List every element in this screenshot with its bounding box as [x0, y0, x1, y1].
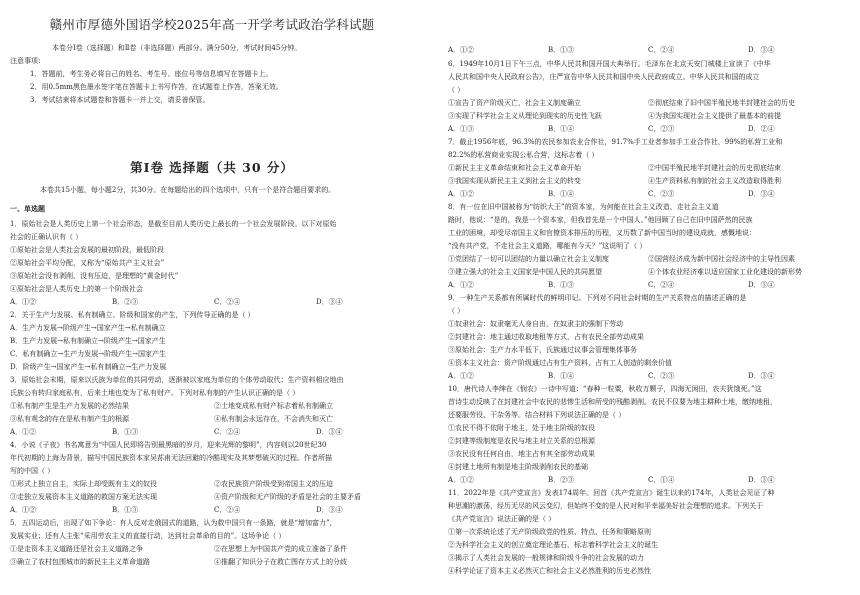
question-statement: ①是走资本主义道路还是社会主义道路之争 [10, 545, 143, 553]
question-statement: ③走独立发展资本主义道路的救国方案无法实现 [10, 493, 157, 501]
question-statement: ④推翻了知识分子在救亡图存方式上的分歧 [214, 558, 347, 566]
question-statement: ①私有制产生是生产力发展的必然结果 [10, 402, 129, 410]
answer-option[interactable]: B．②③ [112, 298, 139, 306]
answer-option[interactable]: A．①② [448, 476, 475, 484]
answer-option[interactable]: A．生产力发展→阶级产生→国家产生→私有制确立 [10, 324, 166, 332]
question-text: 发展实业；还有人主张“采用劳农主义的直接行动，达到社会革命的目的”。这场争论（ ） [10, 532, 286, 540]
answer-option[interactable]: D．③④ [316, 428, 343, 436]
answer-option[interactable]: B．①④ [548, 125, 575, 133]
question-statement: ④为我国实现社会主义提供了最基本的前提 [648, 112, 781, 120]
question-statement: ①农民不得不依附于地主，处于地主阶级的奴役 [448, 424, 595, 432]
answer-option[interactable]: C．②③ [648, 125, 675, 133]
question-statement: ②原始社会平均分配，又称为“原始共产主义社会” [10, 259, 165, 267]
answer-option[interactable]: C．②④ [214, 298, 241, 306]
question-statement: ②土地变成私有财产标志着私有制确立 [214, 402, 333, 410]
answer-option[interactable]: D．③④ [748, 476, 775, 484]
question-statement: ③确立了农村包围城市的新民主主义革命道路 [10, 558, 150, 566]
question-text: 5．五四运动后，出现了如下争论：有人反对走俄国式的道路，认为救中国只有一条路，就是“增加富力”， [10, 519, 337, 527]
answer-option[interactable]: D．③④ [748, 372, 775, 380]
answer-option[interactable]: B．①③ [548, 46, 575, 54]
answer-option[interactable]: C．②③ [648, 190, 675, 198]
question-statement: ④个体农业经济难以适应国家工业化建设的新形势 [648, 268, 802, 276]
answer-option[interactable]: D．②④ [748, 125, 775, 133]
question-text: 8．有一位在旧中国被称为“纺织大王”的资本家，为何能在社会主义改造、走社会主义道 [448, 203, 719, 211]
question-text: 《共产党宣言》说法正确的是（ ） [448, 515, 556, 523]
intro-line: 3．考试结束将本试题卷和答题卡一并上交，请妥善保管。 [30, 96, 210, 104]
question-statement: ③私有观念的存在是私有制产生的根源 [10, 415, 129, 423]
question-text: 9．一种生产关系都有所属时代的鲜明印记。下列对不同社会时期的生产关系特点的描述正确的是 [448, 294, 747, 302]
question-text: （ ） [448, 307, 465, 315]
answer-option[interactable]: D．③④ [316, 506, 343, 514]
answer-option[interactable]: A．①② [448, 46, 475, 54]
answer-option[interactable]: C．私有制确立→生产力发展→阶级产生→国家产生 [10, 350, 166, 358]
question-statement: ④私有制会永远存在，不会消失和灭亡 [214, 415, 333, 423]
question-text: 工业的困境，却受尽帝国主义和官僚资本排压的历程，又历数了新中国当时的建设成就，感慨地说： [448, 229, 756, 237]
question-text: （ ） [448, 86, 465, 94]
intro-line: 1．答题前，考生务必将自己的姓名、考生号、座位号等信息填写在答题卡上。 [30, 70, 273, 78]
answer-option[interactable]: C．②④ [648, 46, 675, 54]
answer-option[interactable]: C．②④ [214, 506, 241, 514]
answer-option[interactable]: B．生产力发展→私有制确立→阶级产生→国家产生 [10, 337, 166, 345]
question-statement: ③实现了科学社会主义从理论到现实的历史性飞跃 [448, 112, 602, 120]
question-statement: ③建立强大的社会主义国家是中国人民的共同愿望 [448, 268, 602, 276]
question-statement: ④原始社会是人类历史上的第一个阶级社会 [10, 285, 143, 293]
answer-option[interactable]: A．①② [448, 372, 475, 380]
answer-option[interactable]: B．①③ [548, 281, 575, 289]
answer-option[interactable]: A．①② [448, 281, 475, 289]
question-text: 还要服劳役、干杂务等。结合材料下列说法正确的是（ ） [448, 411, 626, 419]
answer-option[interactable]: D．阶级产生→国家产生→私有制确立→生产力发展 [10, 363, 167, 371]
sub-title: 一、单选题 [10, 205, 45, 213]
question-text: 3．原始社会末期，原来以氏族为单位的共同劳动，逐渐被以家庭为单位的个体劳动取代；生产资料相应地由 [10, 376, 344, 384]
question-text: 10．唐代诗人李绅在《悯农》一诗中写道：“春种一粒粟，秋收万颗子，四海无闲田，农夫犹饿死。”这 [448, 385, 762, 393]
question-statement: ③我国实现从新民主主义到社会主义的转变 [448, 177, 581, 185]
question-statement: ③原始社会没有剥削、没有压迫，是理想的“黄金时代” [10, 272, 179, 280]
question-text: 4．小说《子夜》书名寓意为“中国人民即将告别最黑暗的岁月，迎来光辉的黎明”，内容则以20世纪30 [10, 441, 327, 449]
answer-option[interactable]: A．①② [10, 428, 37, 436]
question-statement: ①原始社会是人类社会发展的最初阶段，最低阶段 [10, 246, 164, 254]
question-statement: ②国营经济成为新中国社会经济中的主导性因素 [648, 255, 795, 263]
question-statement: ①党团结了一切可以团结的力量以确立社会主义制度 [448, 255, 609, 263]
question-statement: ②农民族资产阶级受到帝国主义的压迫 [214, 480, 333, 488]
question-text: 7．截止1956年底，96.3%的农民参加农业合作社，91.7%手工业者参加手工业合作社，99%的私营工业和 [448, 138, 783, 146]
question-statement: ④资产阶级和无产阶级的矛盾是社会的主要矛盾 [214, 493, 361, 501]
question-text: 种思潮的激荡，经历无尽的风云变幻，但始终不变的是人民对和平幸福美好社会理想的追求。下列关于 [448, 502, 763, 510]
answer-option[interactable]: D．③④ [316, 298, 343, 306]
question-statement: ③原始社会：生产力水平低下，氏族通过议事会管理集体事务 [448, 346, 637, 354]
exam-title: 赣州市厚德外国语学校2025年高一开学考试政治学科试题 [49, 17, 375, 32]
question-text: 1．原始社会是人类历史上第一个社会形态，是截至目前人类历史上最长的一个社会发展阶段。以下对原始 [10, 220, 337, 228]
question-text: 11．2022年是《共产党宣言》发表174周年。回首《共产党宣言》诞生以来的174年，人类社会见证了种 [448, 489, 775, 497]
question-text: “没有共产党，不走社会主义道路，哪能有今天？”这说明了（ ） [448, 242, 647, 250]
answer-option[interactable]: B．①④ [548, 190, 575, 198]
intro-line: 2．用0.5mm黑色墨水签字笔在答题卡上书写作答，在试题卷上作答，答案无效。 [30, 83, 283, 91]
answer-option[interactable]: D．③④ [748, 281, 775, 289]
question-statement: ①宣告了资产阶级灭亡，社会主义制度确立 [448, 99, 581, 107]
answer-option[interactable]: B．①③ [112, 428, 139, 436]
answer-option[interactable]: C．①④ [648, 476, 675, 484]
question-statement: ④科学论证了资本主义必然灭亡和社会主义必然胜利的历史必然性 [448, 567, 651, 575]
answer-option[interactable]: A．①③ [448, 125, 475, 133]
question-text: 人民共和国中央人民政府公告》，庄严宣告中华人民共和国中央人民政府成立。中华人民共和国的成立 [448, 73, 760, 81]
question-text: 写的中国（ ） [10, 467, 55, 475]
question-statement: ④生产资料私有制的社会主义改造取得胜利 [648, 177, 781, 185]
question-text: 首诗生动反映了在封建社会中农民的悲惨生活和所受的残酷剥削。农民不仅要为地主耕种土地，缴纳地租， [448, 398, 777, 406]
question-statement: ③揭示了人类社会发展的一般规律和阶级斗争的社会发展的动力 [448, 554, 644, 562]
question-statement: ①形式上独立自主，实际上却受既有主义的奴役 [10, 480, 157, 488]
question-statement: ②在思想上为中国共产党的成立准备了条件 [214, 545, 347, 553]
answer-option[interactable]: C．②④ [648, 281, 675, 289]
answer-option[interactable]: B．①③ [112, 506, 139, 514]
answer-option[interactable]: C．②④ [214, 428, 241, 436]
answer-option[interactable]: D．③④ [748, 190, 775, 198]
answer-option[interactable]: B．②③ [548, 476, 575, 484]
answer-option[interactable]: A．①② [10, 298, 37, 306]
question-statement: ①第一次系统论述了无产阶级政党的性质、特点、任务和策略原则 [448, 528, 651, 536]
question-statement: ①奴隶社会：奴隶毫无人身自由，在奴隶主的强制下劳动 [448, 320, 623, 328]
intro-line: 本卷分Ⅰ卷（选择题）和Ⅱ卷（非选择题）两部分。满分50分，考试时间45分钟。 [52, 44, 302, 52]
answer-option[interactable]: C．②③ [648, 372, 675, 380]
question-statement: ②为科学社会主义的创立奠定理论基石，标志着科学社会主义的诞生 [448, 541, 658, 549]
question-statement: ④封建土地所有制是地主阶级剥削农民的基础 [448, 463, 588, 471]
section-title: 第Ⅰ卷 选择题（共 30 分） [130, 160, 294, 175]
question-text: 路时，他说：“是的，我是一个资本家，但我首先是一个中国人。”他回顾了自己在旧中国萨然的民族 [448, 216, 753, 224]
question-text: 年代初期的上海为背景，描写中国民族资本家吴荪甫无法回避的冷酷现实及其梦想破灭的过程。作者所描 [10, 454, 332, 462]
question-statement: ②彻底结束了旧中国半殖民地半封建社会的历史 [648, 99, 795, 107]
question-text: 社会的正确认识有（ ） [10, 233, 83, 241]
answer-option[interactable]: A．①② [448, 190, 475, 198]
question-text: 2．关于生产力发展、私有制确立、阶级和国家的产生，下列传导正确的是（ ） [10, 311, 255, 319]
question-statement: ②封建等级制度是农民与地主对立关系的总根源 [448, 437, 595, 445]
section-desc: 本卷共15小题，每小题2分，共30分。在每题给出的四个选项中，只有一个是符合题目要求的。 [40, 186, 336, 194]
question-statement: ④资本主义社会：资产阶级通过占有生产资料，占有工人创造的剩余价值 [448, 359, 672, 367]
question-text: 82.2%的私营商业实现公私合营，这标志着（ ） [448, 151, 599, 159]
answer-option[interactable]: B．①④ [548, 372, 575, 380]
question-text: 氏族公有转归家庭私有，后来土地也变为了私有财产。下列对私有制的产生认识正确的是（ ） [10, 389, 300, 397]
question-statement: ②封建社会：地主通过收取地租等方式，占有农民全部劳动成果 [448, 333, 644, 341]
answer-option[interactable]: D．③④ [748, 46, 775, 54]
question-statement: ②中国半殖民地半封建社会的历史彻底结束 [648, 164, 781, 172]
question-statement: ③农民没有任何自由，地主占有其全部劳动成果 [448, 450, 595, 458]
answer-option[interactable]: A．①② [10, 506, 37, 514]
question-statement: ①新民主主义革命结束和社会主义革命开始 [448, 164, 581, 172]
question-text: 6．1949年10月1日下午三点，中华人民共和国开国大典举行。毛泽东在北京天安门城楼上宣读了《中华 [448, 60, 771, 68]
intro-line: 注意事项： [10, 57, 45, 65]
